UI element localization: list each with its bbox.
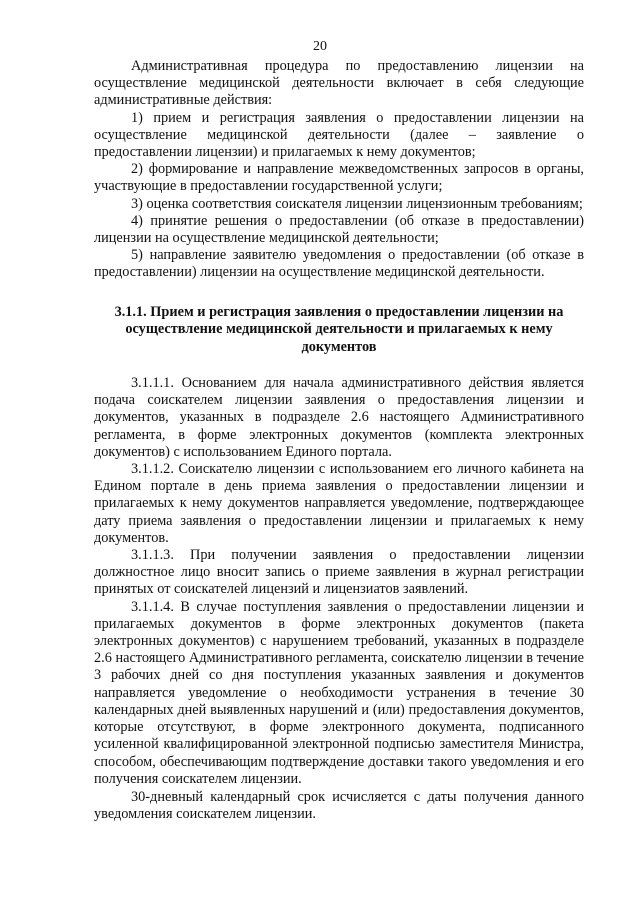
- intro-paragraph: Административная процедура по предоставлению лицензии на осуществление медицинской деятельности включает в себя следующие административные действия:: [94, 58, 584, 109]
- action-item-4: 4) принятие решения о предоставлении (об отказе в предоставлении) лицензии на осуществление медицинской деятельности;: [94, 212, 584, 247]
- page-number: 20: [313, 39, 327, 54]
- paragraph-3-1-1-1: 3.1.1.1. Основанием для начала административного действия является подача соискателем лицензии заявления о предоставления лицензии и документов, указанных в подразделе 2.6 настоящего Административного регламента, в форме электронных документов (комплекта электронных документов) с использованием Единого портала.: [94, 375, 584, 460]
- paragraph-3-1-1-2: 3.1.1.2. Соискателю лицензии с использованием его личного кабинета на Едином портале в день приема заявления о предоставлении лицензии и прилагаемых к нему документов направляется уведомление, подтверждающее дату приема заявления о предоставлении лицензии и прилагаемых к нему документов.: [94, 461, 584, 546]
- action-item-1: 1) прием и регистрация заявления о предоставлении лицензии на осуществление медицинской деятельности (далее – заявление о предоставлении лицензии) и прилагаемых к нему документов;: [94, 109, 584, 161]
- paragraph-3-1-1-4: 3.1.1.4. В случае поступления заявления о предоставлении лицензии и прилагаемых документов в форме электронных документов (пакета электронных документов) с нарушением требований, указанных в подразделе 2.6 настоящего Административного регламента, соискателю лицензии в течение 3 рабочих дней со дня поступления указанных заявления и документов направляется уведомление о необходимости устранения в течение 30 календарных дней выявленных нарушений и (или) предоставления документов, которые отсутствуют, в форме электронного документа, подписанного усиленной квалифицированной электронной подписью заместителя Министра, способом, обеспечивающим подтверждение доставки такого уведомления и его получения соискателем лицензии.: [94, 598, 585, 787]
- paragraph-3-1-1-3: 3.1.1.3. При получении заявления о предоставлении лицензии должностное лицо вносит запись о приеме заявления в журнал регистрации принятых от соискателей лицензий и лицензиатов заявлений.: [94, 547, 584, 598]
- action-item-2: 2) формирование и направление межведомственных запросов в органы, участвующие в предоставлении государственной услуги;: [94, 161, 584, 195]
- action-item-5: 5) направление заявителю уведомления о предоставлении (об отказе в предоставлении) лицензии на осуществление медицинской деятельности.: [94, 247, 584, 281]
- section-heading: 3.1.1. Прием и регистрация заявления о предоставлении лицензии на осуществление медицинской деятельности и прилагаемых к нему документов: [114, 303, 564, 356]
- paragraph-deadline-note: 30-дневный календарный срок исчисляется с даты получения данного уведомления соискателем лицензии.: [94, 788, 584, 823]
- document-body: [94, 58, 584, 823]
- action-item-3: 3) оценка соответствия соискателя лицензии лицензионным требованиям;: [131, 195, 583, 212]
